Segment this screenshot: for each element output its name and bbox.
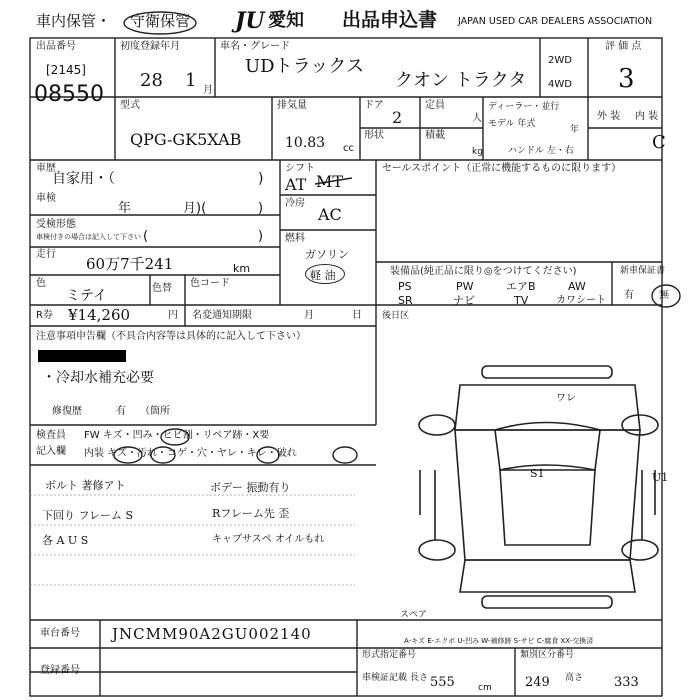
remark-5: 各 A U S	[42, 534, 89, 547]
type-class-label: 類別区分番号	[520, 650, 575, 660]
repair-place: （箇所	[140, 406, 170, 417]
fuel-diesel-circle	[305, 264, 345, 284]
interior-label: 内 装	[635, 111, 659, 122]
dealer-label: ディーラー・並行	[488, 102, 560, 112]
car-damage-diagram	[419, 366, 658, 608]
fuel-gasoline: ガソリン	[305, 248, 349, 261]
car-grade-value: クオン トラクタ	[395, 70, 527, 91]
aircon-label: 冷房	[285, 198, 305, 209]
notes-label: 注意事項申告欄（不具合内容等は具体的に記入して下さい）	[36, 331, 306, 342]
shape-label: 形状	[364, 130, 384, 141]
repair-value: 有	[116, 406, 126, 417]
receipt-label: 受検形態	[36, 219, 76, 230]
diagram-label-b: S1	[530, 467, 545, 480]
inspection-label: 車検	[36, 193, 56, 204]
cert-height: 333	[614, 675, 639, 690]
lot-label: 出品番号	[36, 41, 76, 52]
capacity-label: 定員	[425, 100, 445, 111]
warranty-no: 無	[659, 290, 669, 301]
equip-aw: AW	[568, 280, 586, 293]
recycle-label: R券	[36, 310, 53, 321]
mileage-label: 走行	[36, 249, 56, 260]
remark-1: ボルト 著修アト	[45, 479, 126, 492]
spare-label: スペア	[400, 610, 428, 620]
remark-2: ボデー 振動有り	[210, 481, 291, 494]
diagram-label-a: ワレ	[556, 393, 576, 404]
sales-point-label: セールスポイント（正常に機能するものに限ります）	[382, 163, 622, 174]
repair-label: 修復歴	[52, 406, 82, 417]
receipt-note: 車検付きの場合は記入して下さい	[36, 233, 141, 241]
cert-length-label: 長さ	[410, 673, 429, 683]
cert-length-unit: cm	[478, 683, 492, 693]
car-name-value: UDトラックス	[245, 56, 365, 77]
reg-no-label: 登録番号	[40, 665, 80, 676]
color-label: 色	[36, 278, 46, 289]
cert-label: 車検証記載	[362, 673, 408, 683]
rating-value: 3	[618, 64, 635, 94]
displacement-unit: cc	[343, 143, 354, 154]
inspection-year: 年	[118, 201, 132, 216]
form-title: 出品申込書	[342, 9, 438, 31]
inspector-in-row: 内装 キズ・汚れ・コゲ・穴・ヤレ・キレ・破れ	[84, 448, 297, 459]
remark-3: 下回り フレーム S	[42, 509, 134, 522]
remark-6: キャブサスペ オイルもれ	[212, 534, 325, 545]
usage-label: 車歴	[36, 163, 56, 174]
transfer-label: 名変通知期限	[192, 310, 252, 321]
load-label: 積載	[425, 130, 445, 141]
recycle-value: ¥14,260	[68, 306, 131, 324]
usage-close: )	[258, 171, 264, 187]
chassis-label: 車台番号	[40, 628, 80, 639]
org-name: 愛知	[268, 10, 304, 31]
usage-value: 自家用・（	[52, 171, 115, 187]
inspector-label-1: 検査員	[36, 430, 66, 441]
displacement-label: 排気量	[277, 100, 307, 111]
model-label: 型式	[120, 100, 140, 111]
dealer-handle: ハンドル 左・右	[508, 146, 574, 156]
lot-bracket: [2145]	[46, 63, 86, 77]
shift-value: AT	[285, 175, 307, 194]
doors-value: 2	[392, 108, 403, 127]
load-unit: kg	[472, 147, 483, 157]
exterior-label: 外 装	[597, 111, 621, 122]
equip-kawaseat: カワシート	[556, 295, 606, 306]
inspection-month: 月)(	[183, 201, 207, 216]
color-code: 色コード	[190, 278, 230, 289]
equip-sr: SR	[398, 294, 413, 307]
inspection-close: )	[258, 201, 264, 216]
mileage-value: 60万7千241	[86, 255, 174, 273]
drive-2wd: 2WD	[548, 55, 572, 66]
warranty-yes: 有	[624, 290, 634, 301]
chassis-value: JNCMM90A2GU002140	[112, 625, 312, 643]
drive-4wd: 4WD	[548, 79, 572, 90]
type-spec-label: 形式指定番号	[362, 650, 417, 660]
doors-label: ドア	[364, 100, 384, 111]
equip-pw: PW	[456, 280, 474, 293]
displacement-value: 10.83	[285, 135, 326, 151]
first-reg-month: 1	[185, 70, 197, 91]
dealer-nen: 年	[570, 125, 580, 135]
storage-circled: 守衛保管	[130, 12, 191, 30]
color-value: ミテイ	[66, 288, 108, 304]
mileage-unit: km	[233, 262, 251, 275]
fuel-label: 燃料	[285, 233, 305, 244]
cert-length: 555	[430, 675, 455, 690]
aircon-value: AC	[318, 205, 342, 224]
first-reg-month-unit: 月	[203, 85, 213, 96]
transfer-day: 日	[352, 310, 362, 321]
car-name-label: 車名・グレード	[220, 41, 290, 52]
receipt-open: (	[143, 229, 149, 244]
rating-label: 評 価 点	[605, 41, 642, 52]
inspector-fw-row: FW キズ・凹み・ヒビ割・リペア跡・X要	[84, 430, 270, 441]
color-change: 色替	[152, 283, 172, 294]
shift-label: シフト	[285, 163, 315, 174]
lot-number: 08550	[34, 82, 104, 107]
equip-airbag: エアB	[506, 280, 536, 293]
equip-navi: ナビ	[453, 294, 475, 307]
transfer-month: 月	[304, 310, 314, 321]
warranty-label: 新車保証書	[620, 266, 666, 276]
cert-height-label: 高さ	[565, 673, 584, 683]
storage-label: 車内保管・	[36, 12, 112, 30]
cert-width: 249	[525, 675, 550, 690]
equipment-label: 装備品(純正品に限り◎をつけてください)	[390, 266, 577, 277]
assoc-name: JAPAN USED CAR DEALERS ASSOCIATION	[458, 16, 653, 27]
first-reg-label: 初度登録年月	[120, 41, 180, 52]
ju-logo: JU	[235, 8, 265, 34]
redaction-bar	[38, 350, 126, 362]
recycle-unit: 円	[168, 310, 178, 321]
shift-struck: MT	[316, 172, 344, 191]
rear-seat-label: 後日区	[382, 311, 410, 321]
capacity-unit: 人	[472, 113, 482, 124]
damage-legend: A-キズ E-エクボ U-凹み W-補修跡 S-サビ C-腐食 XX-交換済	[404, 637, 594, 645]
equip-ps: PS	[398, 280, 412, 293]
receipt-close: )	[258, 229, 264, 244]
fuel-diesel: 軽 油	[310, 269, 336, 282]
dealer-model-year: モデル 年式	[488, 119, 536, 129]
first-reg-year: 28	[140, 70, 163, 91]
exterior-value: C	[652, 132, 666, 153]
inspector-label-2: 記入欄	[36, 446, 66, 457]
notes-line1: ・冷却水補充必要	[42, 370, 154, 386]
equip-tv: TV	[514, 294, 529, 307]
model-value: QPG-GK5XAB	[130, 130, 242, 149]
diagram-label-c: U1	[652, 471, 669, 484]
remark-4: Rフレーム先 歪	[212, 507, 290, 520]
